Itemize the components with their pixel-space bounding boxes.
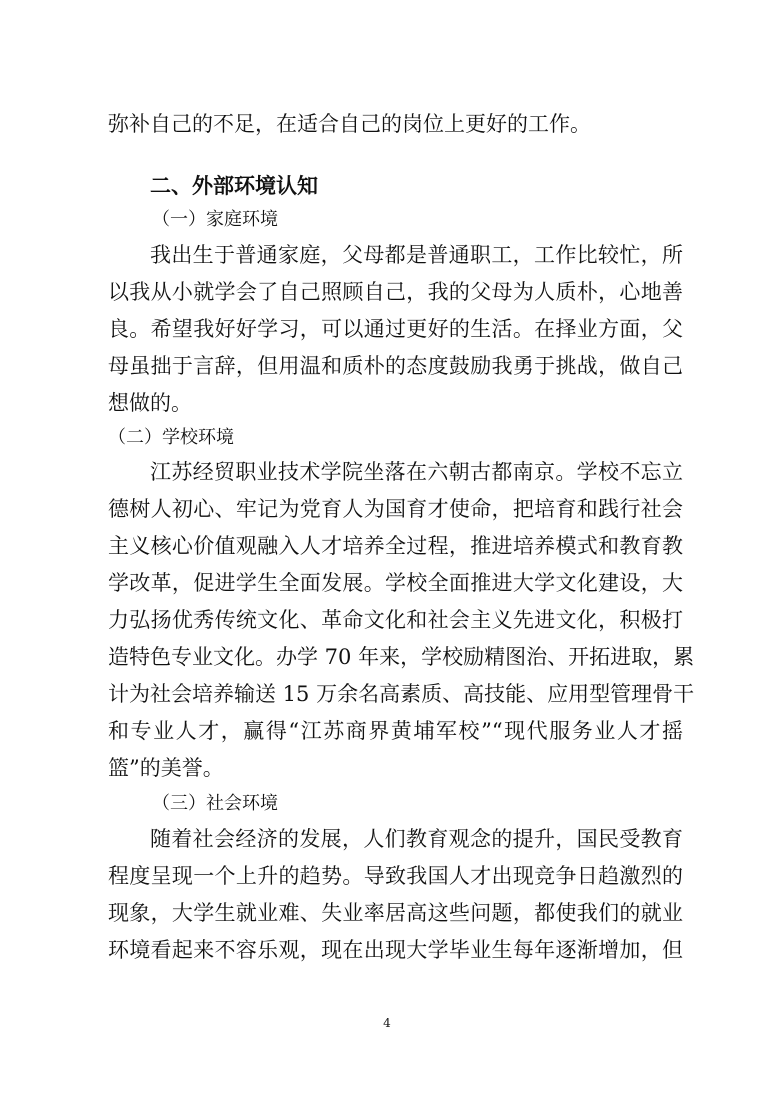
society-heading: （三）社会环境 — [152, 793, 278, 814]
paragraph-line: 力弘扬优秀传统文化、革命文化和社会主义先进文化，积极打 — [108, 608, 683, 632]
paragraph-line: 学改革，促进学生全面发展。学校全面推进大学文化建设，大 — [108, 571, 683, 595]
paragraph-line: 以我从小就学会了自己照顾自己，我的父母为人质朴，心地善 — [108, 280, 683, 304]
page-number: 4 — [383, 1016, 391, 1030]
paragraph-line: 良。希望我好好学习，可以通过更好的生活。在择业方面，父 — [108, 317, 683, 341]
paragraph-line: 程度呈现一个上升的趋势。导致我国人才出现竞争日趋激烈的 — [108, 864, 683, 888]
paragraph-line: 环境看起来不容乐观，现在出现大学毕业生每年逐渐增加，但 — [108, 938, 683, 962]
school-heading: （二）学校环境 — [108, 427, 234, 448]
paragraph-line: 随着社会经济的发展，人们教育观念的提升，国民受教育 — [150, 827, 683, 851]
paragraph-line: 主义核心价值观融入人才培养全过程，推进培养模式和教育教 — [108, 534, 683, 558]
paragraph-line: 和专业人才，赢得“江苏商界黄埔军校”“现代服务业人才摇 — [108, 719, 683, 743]
intro-line: 弥补自己的不足，在适合自己的岗位上更好的工作。 — [108, 112, 591, 136]
paragraph-line: 江苏经贸职业技术学院坐落在六朝古都南京。学校不忘立 — [150, 460, 683, 484]
paragraph-line: 母虽拙于言辞，但用温和质朴的态度鼓励我勇于挑战，做自己 — [108, 354, 683, 378]
paragraph-line: 现象，大学生就业难、失业率居高这些问题，都使我们的就业 — [108, 901, 683, 925]
paragraph-line: 我出生于普通家庭，父母都是普通职工，工作比较忙，所 — [150, 243, 683, 267]
paragraph-line: 计为社会培养输送 15 万余名高素质、高技能、应用型管理骨干 — [108, 682, 695, 706]
paragraph-line: 想做的。 — [108, 391, 192, 415]
paragraph-line: 德树人初心、牢记为党育人为国育才使命，把培育和践行社会 — [108, 497, 683, 521]
paragraph-line: 造特色专业文化。办学 70 年来，学校励精图治、开拓进取，累 — [108, 645, 695, 669]
family-heading: （一）家庭环境 — [152, 209, 278, 230]
section-heading: 二、外部环境认知 — [150, 173, 318, 198]
paragraph-line: 篮”的美誉。 — [108, 756, 224, 780]
